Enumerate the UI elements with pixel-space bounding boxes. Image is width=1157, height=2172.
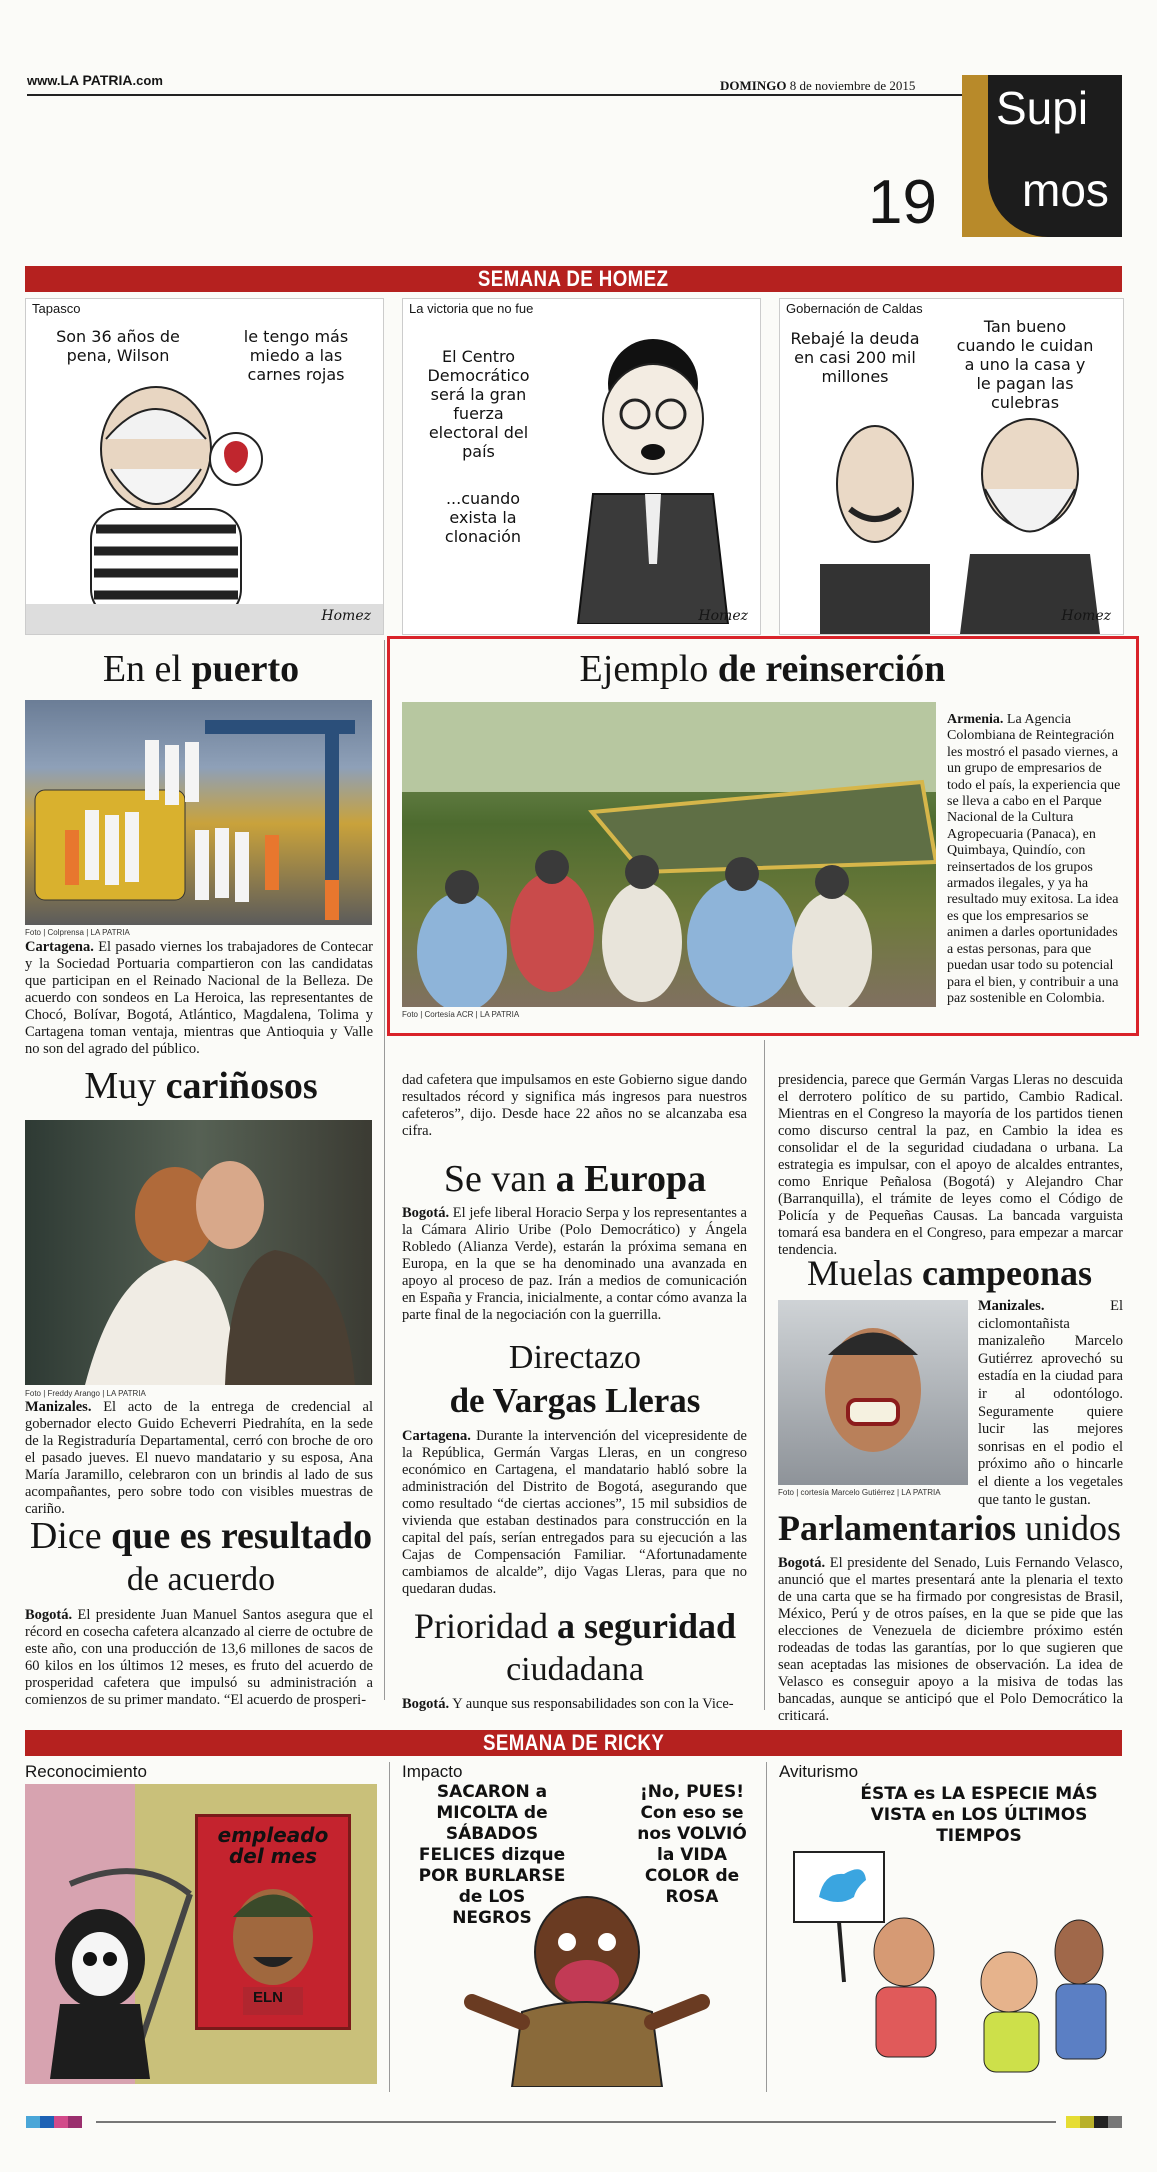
couple-kiss-illustration	[25, 1120, 372, 1385]
politician-illustration	[553, 324, 753, 624]
photo-credit: Foto | Cortesía ACR | LA PATRIA	[402, 1010, 520, 1019]
article-parlamentarios-body: Bogotá. El presidente del Senado, Luis Fernando Velasco, anunció que el martes presentará ante la plenaria el texto de una carta que se ha firmado por congresistas de Brasil, México, Perú y de otros países, en la que se pide que las elecciones de Venezuela de diciembre próximo estén rodeadas de todas las garantías, por lo que sugieren que sean aceptadas las misiones de observación. La idea de Velasco es conseguir apoyo a la misiva de todas las bancadas, aunque se anticipó que el Polo Democrático la criticará.	[778, 1555, 1123, 1724]
speech-bubble: ÉSTA es LA ESPECIE MÁS VISTA en LOS ÚLTIMOS TIEMPOS	[860, 1784, 1098, 1846]
swatch-cyan	[26, 2116, 40, 2128]
headline-seguridad-line2: ciudadana	[506, 1651, 644, 1688]
swatch-yellow	[1066, 2116, 1080, 2128]
cartoonist-signature: Homez	[1061, 608, 1111, 624]
headline-seguridad: Prioridad a seguridad	[413, 1606, 737, 1646]
cartoon-title: Impacto	[402, 1762, 463, 1781]
headline-puerto: En el puerto	[102, 648, 300, 690]
cartoon-tapasco	[25, 298, 384, 635]
article-directazo-body: Cartagena. Durante la intervención del vicepresidente de la República, Germán Vargas Lleras, en un congreso económico en Cartagena, el mandatario habló sobre la administración del Distrito de Bogotá, asegurando que como resultado “de ciertas acciones”, 15 mil subsidios de vivienda que estaban destinados para construcción en la capital del país, serían entregados para su ejecución a las Cajas de Compensación Familiar. “Afortunadamente cambiamos de alcalde”, dijo Vagas Lleras, para que no quedaran dudas.	[402, 1428, 747, 1597]
url-brand: LA PATRIA	[60, 72, 133, 88]
speech-bubble: le tengo más miedo a las carnes rojas	[243, 327, 349, 384]
page-number: 19	[868, 168, 937, 237]
photo-muelas	[778, 1300, 968, 1485]
swatch-blue	[40, 2116, 54, 2128]
section-logo-bottom: mos	[1022, 164, 1109, 216]
cartoon-title: Tapasco	[32, 301, 81, 316]
cartoon-gobernacion	[779, 298, 1124, 635]
cartoon-aviturismo	[779, 1762, 1122, 2092]
speech-bubble: ...cuando exista la clonación	[444, 489, 522, 546]
cyclist-smile-illustration	[778, 1300, 968, 1485]
url-suffix: .com	[132, 73, 163, 88]
swatch-olive	[1080, 2116, 1094, 2128]
article-puerto-body: Cartagena. El pasado viernes los trabajadores de Contecar y la Sociedad Portuaria compartieron con las candidatas que participan en el Reinado Nacional de la Belleza. De acuerdo con sondeos en La Heroica, las representantes de Chocó, Bolívar, Bogotá, Atlántico, Magdalena, Tolima y Cartagena toman ventaja, mientras que Antioquia y Valle no son del agrado del público.	[25, 939, 373, 1057]
badge-label: ELN	[253, 1989, 283, 2006]
column-rule	[389, 1762, 390, 2092]
speech-bubble: Son 36 años de pena, Wilson	[56, 327, 180, 365]
cartoon-title: Aviturismo	[779, 1762, 859, 1781]
article-carinosos-body: Manizales. El acto de la entrega de credencial al gobernador electo Guido Echeverri Piedrahíta, en la sede de la Registraduría Departamental, cerró con broche de oro el pasado jueves. El nuevo mandatario y su esposa, Ana María Jaramillo, celebraron con un brindis al lado de sus acompañantes, pero sobre todo con visibles muestras de cariño.	[25, 1399, 373, 1517]
article-seguridad-body: Bogotá. Y aunque sus responsabilidades son con la Vice-	[402, 1696, 734, 1712]
swatch-black	[1094, 2116, 1108, 2128]
cartoonist-signature: Homez	[698, 608, 748, 624]
prisoner-illustration	[66, 379, 346, 619]
headline-resultado-line2: de acuerdo	[126, 1561, 276, 1598]
photo-reinsercion	[402, 702, 936, 1007]
article-resultado-body: Bogotá. El presidente Juan Manuel Santos asegura que el récord en cosecha cafetera alcanzado al cierre de octubre de este año, con una producción de 13,6 millones de sacos de 60 kilos en los últimos 12 meses, es fruto del acuerdo de prosperidad cafetera que impulsó su administración a comienzos de su primer mandato. “El acuerdo de prosperi-	[25, 1607, 373, 1708]
article-seguridad-continuation: presidencia, parece que Germán Vargas Lleras no descuida el derrotero político de su partido, Cambio Radical. Mientras en el Congreso la mayoría de los partidos tienen como discurso central la paz, en Cambio la idea es consolidar el de la seguridad ciudadana o urbana. La estrategia es impulsar, con el apoyo de alcaldes entrantes, como Enrique Peñalosa (Bogotá) y Alejandro Char (Barranquilla), el trámite de leyes como el Código de Policía y de Pequeñas Causas. La bancada varguista tomará esa bandera en el Congreso, para empezar a marcar tendencia.	[778, 1072, 1123, 1258]
speech-bubble: ¡No, PUES! Con eso se nos VOLVIÓ la VIDA COLOR de ROSA	[637, 1782, 747, 1907]
cartoon-title: La victoria que no fue	[409, 301, 534, 316]
print-color-bar	[26, 2116, 1122, 2128]
speech-bubble: Rebajé la deuda en casi 200 mil millones	[790, 329, 920, 386]
banner-homez-label: SEMANA DE HOMEZ	[478, 266, 669, 291]
tourists-illustration	[784, 1822, 1119, 2087]
column-rule	[766, 1762, 767, 2092]
banner-homez	[25, 266, 1122, 292]
character-illustration	[462, 1882, 712, 2087]
column-rule	[384, 640, 385, 1700]
headline-parlamentarios: Parlamentarios unidos	[778, 1508, 1121, 1548]
poster	[195, 1814, 351, 2030]
site-url[interactable]	[27, 72, 163, 88]
cartoon-title: Reconocimiento	[25, 1762, 147, 1781]
date-rest: 8 de noviembre de 2015	[786, 78, 916, 93]
port-scene-illustration	[25, 700, 372, 925]
date-day: DOMINGO	[720, 78, 787, 93]
headline-directazo: Directazo	[508, 1339, 642, 1376]
article-reinsercion-body: Armenia. La Agencia Colombiana de Reintegración les mostró el pasado viernes, a un grupo de empresarios de todo el país, la experiencia que se lleva a cabo en el Parque Nacional de la Cultura Agropecuaria (Panaca), en Quimbaya, Quindío, con reinsertados de los grupos armados ilegales, y ya ha resultado muy exitosa. La idea es que los empresarios se animen a darles oportunidades a estas personas, para que puedan usar todo su potencial para el bien, y contribuir a una paz sostenible en Colombia.	[947, 712, 1121, 1006]
header-rule	[27, 94, 962, 96]
speech-bubble: Tan bueno cuando le cuidan a uno la casa y le pagan las culebras	[956, 317, 1094, 412]
photo-credit: Foto | cortesía Marcelo Gutiérrez | LA PATRIA	[778, 1488, 941, 1497]
grim-reaper-icon	[40, 1864, 210, 2079]
banner-ricky	[25, 1730, 1122, 1756]
headline-carinosos: Muy cariñosos	[84, 1065, 318, 1107]
section-logo	[962, 75, 1122, 237]
headline-directazo-line2: de Vargas Lleras	[449, 1381, 701, 1420]
swatch-magenta	[54, 2116, 68, 2128]
headline-europa: Se van a Europa	[443, 1158, 707, 1200]
swatch-gray	[1108, 2116, 1122, 2128]
issue-date	[720, 78, 915, 94]
cartoon-impacto	[402, 1762, 759, 2092]
two-men-illustration	[800, 404, 1110, 634]
speech-bubble: El Centro Democrático será la gran fuerza electoral del país	[427, 347, 530, 461]
url-prefix: www.	[27, 73, 61, 88]
photo-credit: Foto | Colprensa | LA PATRIA	[25, 928, 130, 937]
article-muelas-body: Manizales. El ciclomontañista manizaleño Marcelo Gutiérrez aprovechó su estadía en la ciudad para ir al odontólogo. Seguramente quiere lucir las mejores sonrisas en el podio el próximo año o hincarle el diente a los vegetales que tanto le gustan.	[978, 1298, 1123, 1508]
bar-rule	[96, 2121, 1056, 2123]
visitors-scene-illustration	[402, 702, 936, 1007]
section-logo-top: Supi	[996, 82, 1089, 134]
cartoon-victoria	[402, 298, 761, 635]
cartoonist-signature: Homez	[321, 608, 371, 624]
cartoon-reconocimiento	[25, 1762, 377, 2092]
article-resultado-continuation: dad cafetera que impulsamos en este Gobierno sigue dando resultados récord y significa más ingresos para nuestros cafeteros”, dijo. Desde hace 22 años no se alcanzaba esa cifra.	[402, 1072, 747, 1139]
headline-resultado: Dice que es resultado	[29, 1515, 373, 1557]
article-europa-body: Bogotá. El jefe liberal Horacio Serpa y los representantes a la Cámara Alirio Uribe (Polo Democrático) y Ángela Robledo (Alianza Verde), estarán la próxima semana en Europa, en la que se ha denominado una avanzada en apoyo al proceso de paz. Irán a medios de comunicación en España y Francia, inicialmente, a contar cómo avanza la parte final de la negociación con la guerrilla.	[402, 1205, 747, 1323]
banner-ricky-label: SEMANA DE RICKY	[482, 1730, 665, 1755]
column-rule	[764, 1040, 765, 1710]
swatch-purple	[68, 2116, 82, 2128]
photo-credit: Foto | Freddy Arango | LA PATRIA	[25, 1389, 146, 1398]
headline-reinsercion: Ejemplo de reinserción	[579, 648, 946, 690]
cartoon-background	[25, 1784, 377, 2084]
photo-carinosos	[25, 1120, 372, 1385]
speech-bubble: SACARON a MICOLTA de SÁBADOS FELICES dizque POR BURLARSE de LOS NEGROS	[418, 1782, 566, 1928]
headline-muelas: Muelas campeonas	[807, 1253, 1092, 1293]
photo-puerto	[25, 700, 372, 925]
cartoon-title: Gobernación de Caldas	[786, 301, 923, 316]
poster-title: empleado del mes	[217, 1823, 329, 1868]
